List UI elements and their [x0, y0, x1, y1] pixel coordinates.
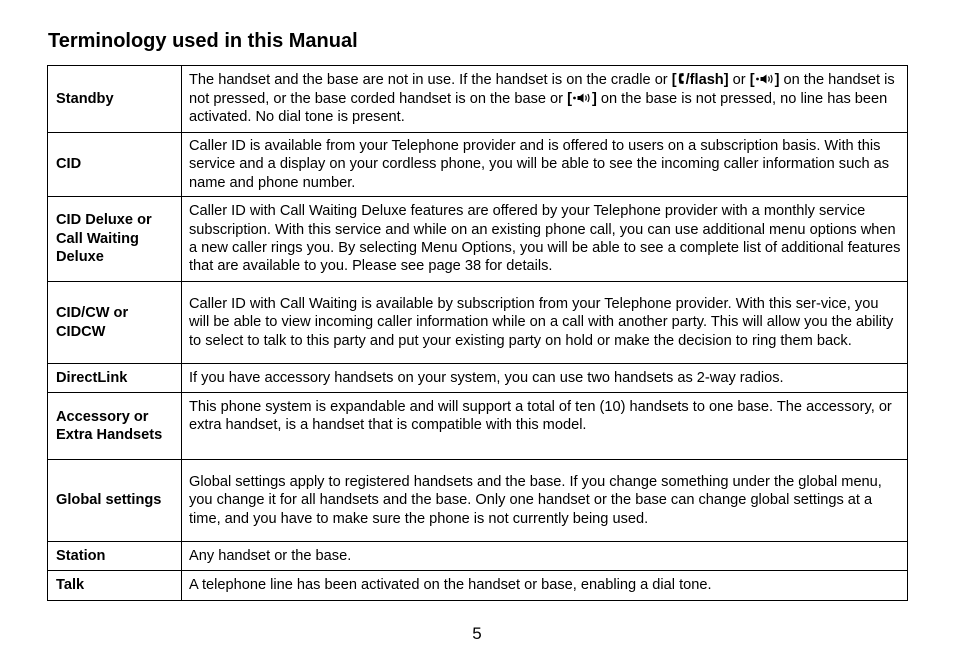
term-cell: Station — [48, 542, 182, 571]
flash-key-label: /flash] — [685, 72, 729, 89]
table-row — [48, 282, 908, 364]
definition-cell: A telephone line has been activated on the handset or base, enabling a dial tone. — [182, 571, 908, 601]
term-cell: Talk — [48, 571, 182, 601]
term-cell: Global settings — [48, 460, 182, 542]
page-number: 5 — [472, 624, 482, 643]
term-cell: CID — [48, 133, 182, 197]
term-cell: Standby — [48, 66, 182, 133]
definition-cell: Global settings apply to registered handsets and the base. If you change something under the global menu, you change it for all handsets and the base. Only one handset or the base can change global settings at a time, and you have to make sure the phone is not currently being used. — [182, 460, 908, 542]
definition-text: or — [728, 72, 750, 89]
speaker-key: [ ] — [749, 72, 780, 89]
definition-cell: Caller ID with Call Waiting Deluxe features are offered by your Telephone provider with a monthly service subscription. With this service and while on an existing phone call, you can use additional menu options when a new caller rings you. By selecting Menu Options, you will be able to see a complete list of additional features that are available to you. Please see page 38 for details. — [182, 197, 908, 282]
speaker-icon — [755, 73, 775, 85]
talk-flash-key: [ /flash] — [671, 72, 729, 89]
term-cell: Accessory or Extra Handsets — [48, 393, 182, 460]
definition-cell: Caller ID is available from your Telephone provider and is offered to users on a subscription basis. With this service and a display on your cordless phone, you will be able to see the incoming caller information such as name and phone number. — [182, 133, 908, 197]
table-row — [48, 197, 908, 282]
speaker-icon — [572, 92, 592, 104]
definition-cell: Any handset or the base. — [182, 542, 908, 571]
definition-cell — [182, 66, 908, 133]
term-cell: CID/CW or CIDCW — [48, 282, 182, 364]
definition-cell: Caller ID with Call Waiting is available by subscription from your Telephone provider. With this ser-vice, you will be able to view incoming caller information while on a call with another party. This will allow you the ability to select to talk to this party and put your existing party on hold or make the decision to ring them back. — [182, 282, 908, 364]
table-row — [48, 364, 908, 393]
term-cell: DirectLink — [48, 364, 182, 393]
table-row — [48, 460, 908, 542]
page-title: Terminology used in this Manual — [48, 30, 358, 52]
definition-cell: If you have accessory handsets on your system, you can use two handsets as 2-way radios. — [182, 364, 908, 393]
definition-text: The handset and the base are not in use. If the handset is on the cradle or — [189, 72, 672, 89]
table-row — [48, 542, 908, 571]
term-cell: CID Deluxe or Call Waiting Deluxe — [48, 197, 182, 282]
speaker-key: [ ] — [567, 90, 597, 107]
talk-handset-icon — [677, 72, 686, 85]
terminology-table — [47, 65, 908, 601]
table-row — [48, 133, 908, 197]
definition-cell: This phone system is expandable and will support a total of ten (10) handsets to one base. The accessory, or extra handset, is a handset that is compatible with this model. — [182, 393, 908, 460]
definition-text: on the base is not pressed, no line has been activated. No dial tone is present. — [189, 90, 888, 126]
table-row — [48, 66, 908, 133]
table-row — [48, 393, 908, 460]
table-row — [48, 571, 908, 601]
definition-text: on the handset is not pressed, or the base corded handset is on the base or — [189, 72, 895, 107]
